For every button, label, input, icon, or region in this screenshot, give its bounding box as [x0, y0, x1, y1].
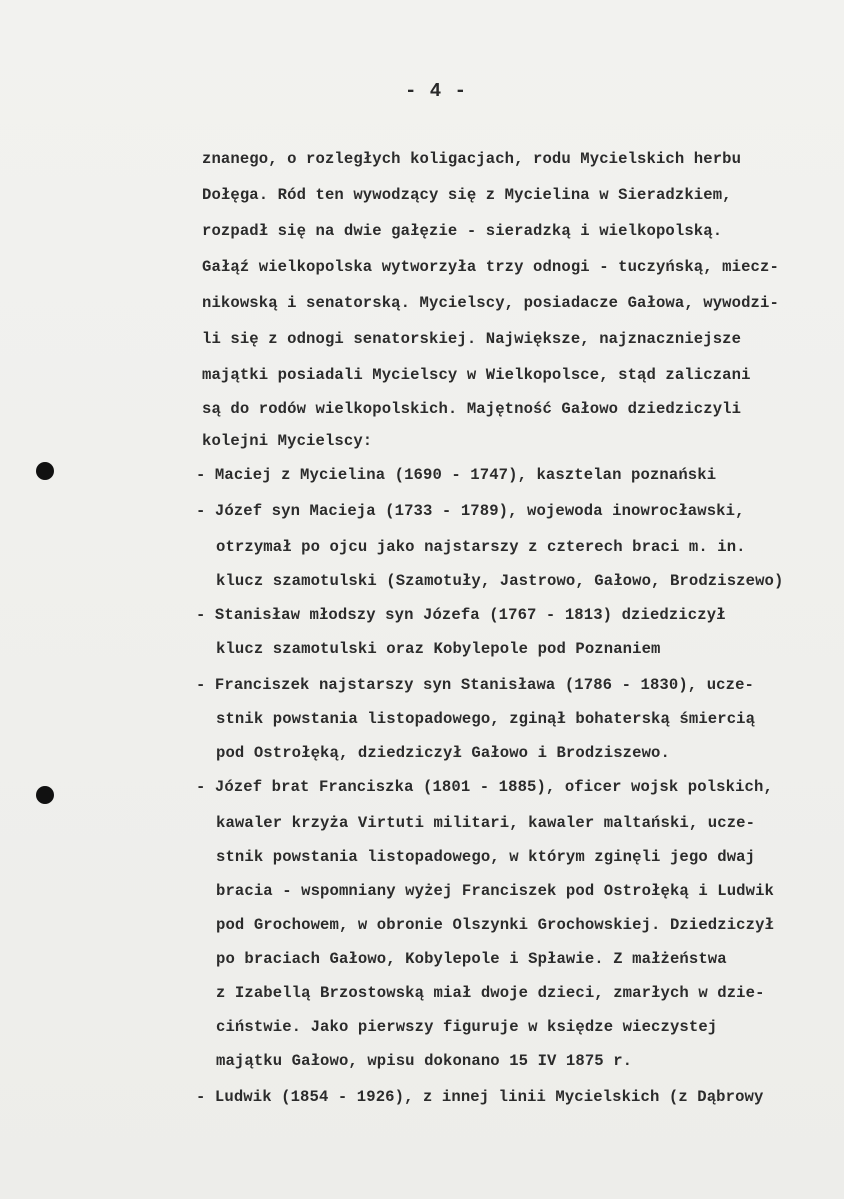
text-line: otrzymał po ojcu jako najstarszy z czterech braci m. in.	[216, 538, 746, 556]
text-line: bracia - wspomniany wyżej Franciszek pod Ostrołęką i Ludwik	[216, 882, 775, 900]
text-line: po braciach Gałowo, Kobylepole i Spławie. Z małżeństwa	[216, 950, 727, 968]
text-line: klucz szamotulski oraz Kobylepole pod Poznaniem	[216, 640, 661, 658]
text-line: Dołęga. Ród ten wywodzący się z Mycielina w Sieradzkiem,	[202, 186, 732, 204]
text-line: stnik powstania listopadowego, w którym zginęli jego dwaj	[216, 848, 756, 866]
text-line: stnik powstania listopadowego, zginął bohaterską śmiercią	[216, 710, 756, 728]
text-line: - Stanisław młodszy syn Józefa (1767 - 1813) dziedziczył	[196, 606, 726, 624]
text-line: Gałąź wielkopolska wytworzyła trzy odnogi - tuczyńską, miecz-	[202, 258, 779, 276]
page-number: - 4 -	[405, 80, 468, 102]
text-line: rozpadł się na dwie gałęzie - sieradzką i wielkopolską.	[202, 222, 723, 240]
punch-hole	[36, 786, 54, 804]
punch-hole	[36, 462, 54, 480]
text-line: ciństwie. Jako pierwszy figuruje w księdze wieczystej	[216, 1018, 718, 1036]
text-line: kawaler krzyża Virtuti militari, kawaler maltański, ucze-	[216, 814, 756, 832]
text-line: - Ludwik (1854 - 1926), z innej linii Mycielskich (z Dąbrowy	[196, 1088, 764, 1106]
text-line: klucz szamotulski (Szamotuły, Jastrowo, Gałowo, Brodziszewo)	[216, 572, 784, 590]
text-line: majątki posiadali Mycielscy w Wielkopolsce, stąd zaliczani	[202, 366, 751, 384]
text-line: - Maciej z Mycielina (1690 - 1747), kasztelan poznański	[196, 466, 717, 484]
text-line: - Józef syn Macieja (1733 - 1789), wojewoda inowrocławski,	[196, 502, 745, 520]
text-line: majątku Gałowo, wpisu dokonano 15 IV 1875 r.	[216, 1052, 633, 1070]
text-line: - Franciszek najstarszy syn Stanisława (1786 - 1830), ucze-	[196, 676, 755, 694]
text-line: - Józef brat Franciszka (1801 - 1885), oficer wojsk polskich,	[196, 778, 773, 796]
text-line: są do rodów wielkopolskich. Majętność Gałowo dziedziczyli	[202, 400, 742, 418]
text-line: znanego, o rozległych koligacjach, rodu Mycielskich herbu	[202, 150, 742, 168]
text-line: kolejni Mycielscy:	[202, 432, 373, 450]
text-line: nikowską i senatorską. Mycielscy, posiadacze Gałowa, wywodzi-	[202, 294, 779, 312]
text-line: pod Grochowem, w obronie Olszynki Grochowskiej. Dziedziczył	[216, 916, 775, 934]
text-line: li się z odnogi senatorskiej. Największe, najznaczniejsze	[202, 330, 742, 348]
text-line: z Izabellą Brzostowską miał dwoje dzieci, zmarłych w dzie-	[216, 984, 765, 1002]
text-line: pod Ostrołęką, dziedziczył Gałowo i Brodziszewo.	[216, 744, 670, 762]
